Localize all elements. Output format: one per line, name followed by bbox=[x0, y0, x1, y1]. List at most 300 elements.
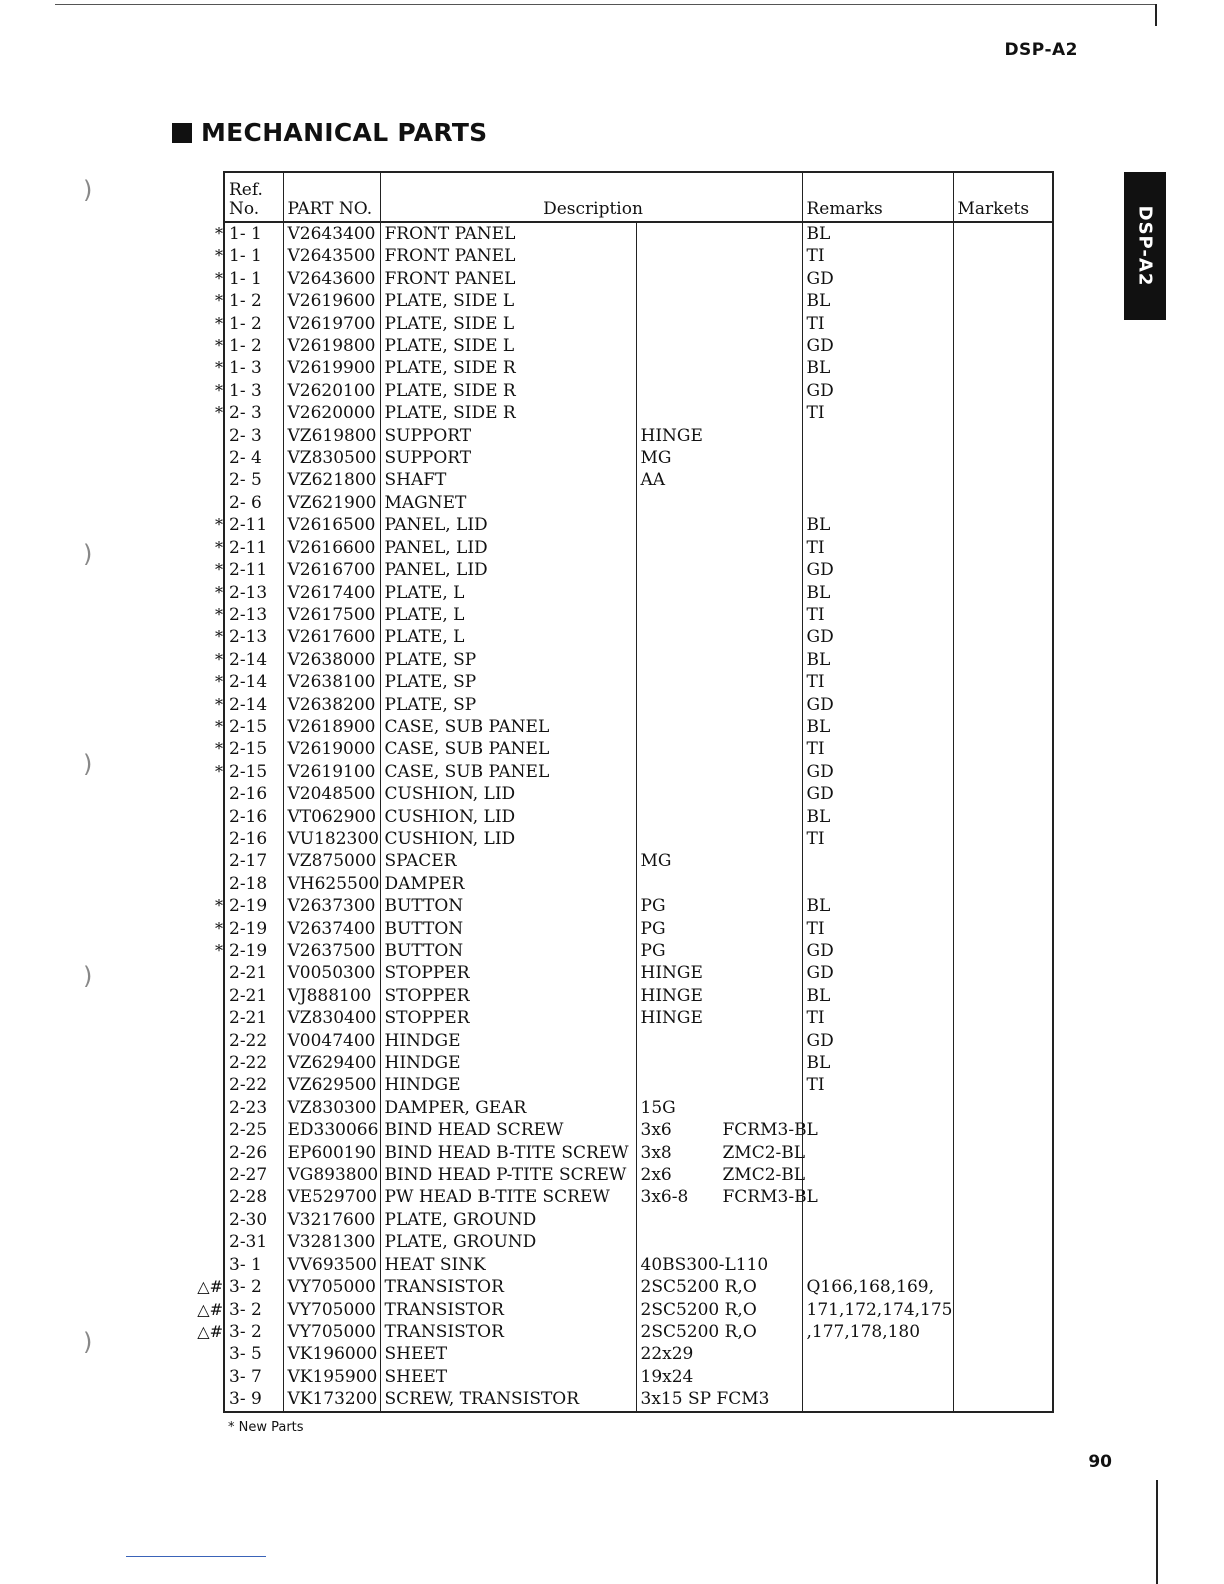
description-cell: BIND HEAD P-TITE SCREW bbox=[380, 1164, 636, 1186]
part-no-cell: VK195900 bbox=[283, 1366, 380, 1388]
spec-cell bbox=[636, 873, 802, 895]
remarks-cell: GD bbox=[802, 783, 953, 805]
mechanical-parts-table bbox=[197, 171, 1054, 1413]
description-cell: BIND HEAD SCREW bbox=[380, 1119, 636, 1141]
description-cell: PW HEAD B-TITE SCREW bbox=[380, 1186, 636, 1208]
remarks-cell: GD bbox=[802, 380, 953, 402]
markets-cell bbox=[953, 694, 1053, 716]
ref-no-cell bbox=[224, 1366, 283, 1388]
part-no-cell: V2643600 bbox=[283, 268, 380, 290]
ref-no: 1- 2 bbox=[229, 336, 262, 357]
markets-cell bbox=[953, 582, 1053, 604]
ref-no: 2-31 bbox=[229, 1232, 268, 1253]
table-row bbox=[224, 1366, 1053, 1388]
ref-no: 2-21 bbox=[229, 1008, 268, 1029]
remarks-cell: TI bbox=[802, 402, 953, 424]
part-no-cell: ED330066 bbox=[283, 1119, 380, 1141]
spec-cell bbox=[636, 447, 802, 469]
description-cell: PLATE, GROUND bbox=[380, 1209, 636, 1231]
markets-cell bbox=[953, 1007, 1053, 1029]
ref-no: 2- 6 bbox=[229, 492, 262, 513]
ref-no: 2-27 bbox=[229, 1165, 268, 1186]
table-row bbox=[224, 1052, 1053, 1074]
ref-no-cell bbox=[215, 514, 283, 536]
ref-no-cell bbox=[224, 1119, 283, 1141]
row-mark: * bbox=[215, 604, 223, 624]
remarks-cell bbox=[802, 1231, 953, 1253]
description-cell: CUSHION, LID bbox=[380, 806, 636, 828]
remarks-cell: BL bbox=[802, 290, 953, 312]
markets-cell bbox=[953, 402, 1053, 424]
ref-no: 2-13 bbox=[229, 604, 268, 625]
remarks-cell bbox=[802, 1209, 953, 1231]
markets-cell bbox=[953, 447, 1053, 469]
spec-cell bbox=[636, 806, 802, 828]
table-row bbox=[224, 290, 1053, 312]
part-no-cell: VV693500 bbox=[283, 1254, 380, 1276]
spec-cell bbox=[636, 716, 802, 738]
markets-cell bbox=[953, 380, 1053, 402]
spec-cell bbox=[636, 1209, 802, 1231]
remarks-header: Remarks bbox=[802, 172, 953, 222]
row-mark: * bbox=[215, 896, 223, 916]
ref-no: 2-21 bbox=[229, 985, 268, 1006]
markets-cell bbox=[953, 1276, 1053, 1298]
part-no-cell: V2619900 bbox=[283, 357, 380, 379]
remarks-cell bbox=[802, 850, 953, 872]
top-rule bbox=[55, 4, 1155, 5]
spec-value: PG bbox=[640, 896, 666, 917]
spec-value: 3x8 bbox=[640, 1142, 672, 1163]
binder-hole-icon: ) bbox=[83, 1328, 93, 1356]
ref-no-cell bbox=[224, 828, 283, 850]
markets-cell bbox=[953, 313, 1053, 335]
ref-no-cell bbox=[224, 1343, 283, 1365]
spec-cell bbox=[636, 985, 802, 1007]
ref-no-cell bbox=[215, 918, 283, 940]
ref-no: 2-22 bbox=[229, 1030, 268, 1051]
description-cell: PLATE, GROUND bbox=[380, 1231, 636, 1253]
markets-cell bbox=[953, 918, 1053, 940]
markets-cell bbox=[953, 626, 1053, 648]
square-bullet-icon bbox=[172, 123, 192, 143]
spec-cell bbox=[636, 1030, 802, 1052]
part-no-cell: V2618900 bbox=[283, 716, 380, 738]
ref-no: 2-15 bbox=[229, 739, 268, 760]
spec-code: ZMC2-BL bbox=[722, 1165, 806, 1186]
table-row bbox=[224, 469, 1053, 491]
ref-no: 2-23 bbox=[229, 1097, 268, 1118]
remarks-cell: TI bbox=[802, 245, 953, 267]
markets-cell bbox=[953, 940, 1053, 962]
table-row bbox=[224, 537, 1053, 559]
spec-cell bbox=[636, 604, 802, 626]
ref-no-cell bbox=[215, 604, 283, 626]
description-cell: PLATE, L bbox=[380, 626, 636, 648]
spec-cell bbox=[636, 222, 802, 245]
spec-cell bbox=[636, 828, 802, 850]
markets-cell bbox=[953, 783, 1053, 805]
ref-no: 3- 2 bbox=[229, 1321, 262, 1342]
table-row bbox=[224, 1388, 1053, 1411]
ref-no: 1- 1 bbox=[229, 224, 262, 244]
ref-no: 2-28 bbox=[229, 1187, 268, 1208]
remarks-cell: GD bbox=[802, 761, 953, 783]
table-row bbox=[224, 1142, 1053, 1164]
spec-value: PG bbox=[640, 941, 666, 961]
part-no-cell: V2616700 bbox=[283, 559, 380, 581]
description-cell: PANEL, LID bbox=[380, 514, 636, 536]
spec-value: 3x6 bbox=[640, 1120, 672, 1141]
part-no-cell: VK173200 bbox=[283, 1388, 380, 1411]
part-no-cell: VZ830400 bbox=[283, 1007, 380, 1029]
description-cell: CUSHION, LID bbox=[380, 828, 636, 850]
table-row bbox=[224, 738, 1053, 760]
table-row bbox=[224, 357, 1053, 379]
description-cell: FRONT PANEL bbox=[380, 222, 636, 245]
markets-cell bbox=[953, 357, 1053, 379]
table-row bbox=[224, 425, 1053, 447]
row-mark: * bbox=[215, 694, 223, 714]
part-no-cell: EP600190 bbox=[283, 1142, 380, 1164]
markets-cell bbox=[953, 1119, 1053, 1141]
spec-cell bbox=[636, 380, 802, 402]
part-no-cell: VT062900 bbox=[283, 806, 380, 828]
description-cell: HEAT SINK bbox=[380, 1254, 636, 1276]
part-no-cell: V2637400 bbox=[283, 918, 380, 940]
part-no-cell: VY705000 bbox=[283, 1276, 380, 1298]
remarks-cell: 171,172,174,175 bbox=[802, 1299, 953, 1321]
spec-cell bbox=[636, 357, 802, 379]
row-mark: * bbox=[215, 224, 223, 243]
spec-cell bbox=[636, 1388, 802, 1411]
table-row bbox=[224, 1030, 1053, 1052]
ref-no-cell bbox=[224, 1388, 283, 1411]
row-mark: * bbox=[215, 380, 223, 400]
spec-cell bbox=[636, 649, 802, 671]
markets-cell bbox=[953, 1366, 1053, 1388]
markets-cell bbox=[953, 222, 1053, 245]
markets-cell bbox=[953, 738, 1053, 760]
ref-no-cell bbox=[215, 268, 283, 290]
spec-cell bbox=[636, 783, 802, 805]
part-no-cell: V2637300 bbox=[283, 895, 380, 917]
remarks-cell: TI bbox=[802, 604, 953, 626]
spec-cell bbox=[636, 761, 802, 783]
ref-no: 2-11 bbox=[229, 537, 268, 558]
markets-cell bbox=[953, 1321, 1053, 1343]
part-no-cell: V3281300 bbox=[283, 1231, 380, 1253]
section-title-text: MECHANICAL PARTS bbox=[201, 118, 488, 147]
description-cell: PLATE, SIDE L bbox=[380, 335, 636, 357]
part-no-cell: V2617500 bbox=[283, 604, 380, 626]
spec-cell bbox=[636, 895, 802, 917]
description-cell: DAMPER bbox=[380, 873, 636, 895]
remarks-cell: TI bbox=[802, 537, 953, 559]
remarks-cell: Q166,168,169, bbox=[802, 1276, 953, 1298]
row-mark: * bbox=[215, 627, 223, 647]
row-mark: * bbox=[215, 291, 223, 311]
part-no-cell: VJ888100 bbox=[283, 985, 380, 1007]
row-mark: * bbox=[215, 761, 223, 781]
part-no-cell: VZ629500 bbox=[283, 1074, 380, 1096]
description-cell: PLATE, SIDE R bbox=[380, 402, 636, 424]
markets-cell bbox=[953, 1209, 1053, 1231]
remarks-cell bbox=[802, 1186, 953, 1208]
ref-no-cell bbox=[215, 357, 283, 379]
part-no-cell: V2638000 bbox=[283, 649, 380, 671]
table-row bbox=[224, 222, 1053, 245]
ref-no: 2- 5 bbox=[229, 470, 262, 491]
table-row bbox=[224, 873, 1053, 895]
spec-cell bbox=[636, 1276, 802, 1298]
description-cell: SPACER bbox=[380, 850, 636, 872]
table-row bbox=[224, 1343, 1053, 1365]
row-mark: * bbox=[215, 403, 223, 423]
remarks-cell bbox=[802, 1254, 953, 1276]
ref-no-cell bbox=[197, 1321, 283, 1343]
remarks-cell: GD bbox=[802, 335, 953, 357]
remarks-cell bbox=[802, 492, 953, 514]
remarks-cell: BL bbox=[802, 649, 953, 671]
ref-no: 1- 1 bbox=[229, 246, 262, 267]
markets-cell bbox=[953, 649, 1053, 671]
part-no-cell: V2617400 bbox=[283, 582, 380, 604]
part-no-cell: V2620100 bbox=[283, 380, 380, 402]
description-cell: TRANSISTOR bbox=[380, 1276, 636, 1298]
table-row bbox=[224, 1231, 1053, 1253]
markets-cell bbox=[953, 604, 1053, 626]
description-cell: HINDGE bbox=[380, 1030, 636, 1052]
spec-cell bbox=[636, 245, 802, 267]
ref-no-cell bbox=[224, 1231, 283, 1253]
markets-cell bbox=[953, 268, 1053, 290]
markets-cell bbox=[953, 492, 1053, 514]
description-cell: PANEL, LID bbox=[380, 537, 636, 559]
ref-no: 3- 2 bbox=[229, 1299, 262, 1320]
table-row bbox=[224, 402, 1053, 424]
markets-cell bbox=[953, 1074, 1053, 1096]
ref-no-cell bbox=[197, 1276, 283, 1298]
part-no-cell: VY705000 bbox=[283, 1321, 380, 1343]
description-header: Description bbox=[380, 172, 802, 222]
table-row bbox=[224, 559, 1053, 581]
part-no-cell: V2638200 bbox=[283, 694, 380, 716]
description-cell: PLATE, SIDE L bbox=[380, 313, 636, 335]
markets-cell bbox=[953, 671, 1053, 693]
table-row bbox=[224, 1209, 1053, 1231]
row-mark: * bbox=[215, 336, 223, 356]
remarks-cell: BL bbox=[802, 1052, 953, 1074]
markets-cell bbox=[953, 850, 1053, 872]
ref-no-cell bbox=[224, 1074, 283, 1096]
remarks-cell: GD bbox=[802, 962, 953, 984]
table-row bbox=[224, 649, 1053, 671]
spec-value: PG bbox=[640, 918, 666, 939]
spec-cell bbox=[636, 1119, 818, 1141]
ref-no-cell bbox=[215, 694, 283, 716]
ref-no-cell bbox=[224, 783, 283, 805]
remarks-cell: TI bbox=[802, 1007, 953, 1029]
description-cell: CASE, SUB PANEL bbox=[380, 738, 636, 760]
table-row bbox=[224, 335, 1053, 357]
table-row bbox=[224, 895, 1053, 917]
spec-cell bbox=[636, 1254, 802, 1276]
part-no-cell: V0047400 bbox=[283, 1030, 380, 1052]
table-row bbox=[224, 626, 1053, 648]
ref-no: 2-11 bbox=[229, 560, 268, 581]
table-row bbox=[224, 940, 1053, 962]
spec-value: 15G bbox=[640, 1097, 676, 1118]
ref-no-cell bbox=[215, 313, 283, 335]
ref-no: 2-13 bbox=[229, 627, 268, 648]
markets-cell bbox=[953, 1097, 1053, 1119]
ref-no-cell bbox=[215, 290, 283, 312]
description-cell: PANEL, LID bbox=[380, 559, 636, 581]
part-no-cell: V2616600 bbox=[283, 537, 380, 559]
description-cell: BUTTON bbox=[380, 918, 636, 940]
ref-no: 2-14 bbox=[229, 672, 268, 693]
row-mark: * bbox=[215, 515, 223, 535]
description-cell: CUSHION, LID bbox=[380, 783, 636, 805]
row-mark: * bbox=[215, 941, 223, 960]
right-edge-rule bbox=[1155, 4, 1157, 26]
part-no-cell: V0050300 bbox=[283, 962, 380, 984]
remarks-cell: TI bbox=[802, 738, 953, 760]
ref-no: 2-11 bbox=[229, 515, 268, 536]
ref-no-cell bbox=[224, 469, 283, 491]
markets-cell bbox=[953, 469, 1053, 491]
part-no-cell: V2620000 bbox=[283, 402, 380, 424]
ref-no: 1- 3 bbox=[229, 380, 262, 401]
spec-value: HINGE bbox=[640, 1008, 703, 1029]
spec-value: 22x29 bbox=[640, 1344, 694, 1365]
markets-cell bbox=[953, 1142, 1053, 1164]
remarks-cell bbox=[802, 469, 953, 491]
binder-hole-icon: ) bbox=[83, 540, 93, 568]
remarks-cell bbox=[802, 425, 953, 447]
ref-no: 2- 3 bbox=[229, 425, 262, 446]
table-row bbox=[224, 604, 1053, 626]
spec-value: HINGE bbox=[640, 425, 703, 446]
ref-no-cell bbox=[224, 873, 283, 895]
row-mark: * bbox=[215, 268, 223, 288]
footer-line bbox=[126, 1556, 266, 1557]
part-no-header: PART NO. bbox=[283, 172, 380, 222]
spec-cell bbox=[636, 514, 802, 536]
table-row bbox=[224, 761, 1053, 783]
description-cell: HINDGE bbox=[380, 1052, 636, 1074]
ref-no-cell bbox=[215, 940, 283, 962]
spec-value: 2SC5200 R,O bbox=[640, 1277, 757, 1298]
ref-no-cell bbox=[215, 582, 283, 604]
remarks-cell: GD bbox=[802, 268, 953, 290]
row-mark: * bbox=[215, 649, 223, 669]
row-mark: * bbox=[215, 739, 223, 759]
table-row bbox=[224, 492, 1053, 514]
part-no-cell: V2616500 bbox=[283, 514, 380, 536]
table-row bbox=[224, 918, 1053, 940]
ref-no: 2-21 bbox=[229, 963, 268, 984]
ref-no: 2- 4 bbox=[229, 448, 262, 469]
part-no-cell: V2617600 bbox=[283, 626, 380, 648]
description-cell: SHEET bbox=[380, 1366, 636, 1388]
spec-cell bbox=[636, 918, 802, 940]
table-row bbox=[224, 1254, 1053, 1276]
part-no-cell: VH625500 bbox=[283, 873, 380, 895]
row-mark: * bbox=[215, 560, 223, 580]
description-cell: DAMPER, GEAR bbox=[380, 1097, 636, 1119]
spec-cell bbox=[636, 559, 802, 581]
ref-no-cell bbox=[224, 1209, 283, 1231]
binder-hole-icon: ) bbox=[83, 176, 93, 204]
spec-cell bbox=[636, 1343, 802, 1365]
markets-cell bbox=[953, 425, 1053, 447]
description-cell: BUTTON bbox=[380, 895, 636, 917]
row-mark: * bbox=[215, 716, 223, 736]
ref-no: 2-19 bbox=[229, 918, 268, 939]
ref-no-cell bbox=[224, 1254, 283, 1276]
part-no-cell: V2638100 bbox=[283, 671, 380, 693]
spec-cell bbox=[636, 1321, 802, 1343]
spec-cell bbox=[636, 671, 802, 693]
ref-no: 2-14 bbox=[229, 694, 268, 715]
markets-cell bbox=[953, 245, 1053, 267]
ref-no-cell bbox=[215, 402, 283, 424]
ref-no-cell bbox=[215, 671, 283, 693]
ref-no-cell bbox=[215, 559, 283, 581]
spec-value: 40BS300-L110 bbox=[640, 1254, 769, 1275]
ref-no-cell bbox=[215, 335, 283, 357]
spec-value: 3x15 SP FCM3 bbox=[640, 1389, 770, 1410]
spec-code: FCRM3-BL bbox=[722, 1187, 818, 1208]
remarks-cell bbox=[802, 1343, 953, 1365]
spec-cell bbox=[636, 402, 802, 424]
ref-no: 2-26 bbox=[229, 1142, 268, 1163]
spec-cell bbox=[636, 1097, 802, 1119]
spec-cell bbox=[636, 492, 802, 514]
ref-no-cell bbox=[215, 222, 283, 245]
ref-no: 2-19 bbox=[229, 896, 268, 917]
markets-cell bbox=[953, 1231, 1053, 1253]
markets-cell bbox=[953, 1254, 1053, 1276]
markets-cell bbox=[953, 716, 1053, 738]
remarks-cell: TI bbox=[802, 918, 953, 940]
description-cell: PLATE, SP bbox=[380, 694, 636, 716]
model-header: DSP-A2 bbox=[1004, 40, 1078, 60]
spec-cell bbox=[636, 1052, 802, 1074]
spec-value: AA bbox=[640, 470, 666, 491]
part-no-cell: V2619800 bbox=[283, 335, 380, 357]
row-mark: * bbox=[215, 358, 223, 378]
ref-no-cell bbox=[215, 649, 283, 671]
ref-no-cell bbox=[224, 1142, 283, 1164]
part-no-cell: V2048500 bbox=[283, 783, 380, 805]
table-row bbox=[224, 694, 1053, 716]
description-cell: SUPPORT bbox=[380, 447, 636, 469]
table-row bbox=[224, 1164, 1053, 1186]
part-no-cell: VZ621900 bbox=[283, 492, 380, 514]
part-no-cell: V2643400 bbox=[283, 222, 380, 245]
table-row bbox=[224, 716, 1053, 738]
markets-cell bbox=[953, 1343, 1053, 1365]
table-row bbox=[224, 962, 1053, 984]
ref-no-cell bbox=[224, 425, 283, 447]
part-no-cell: V2643500 bbox=[283, 245, 380, 267]
markets-cell bbox=[953, 806, 1053, 828]
remarks-cell bbox=[802, 1388, 953, 1411]
part-no-cell: V2619000 bbox=[283, 738, 380, 760]
